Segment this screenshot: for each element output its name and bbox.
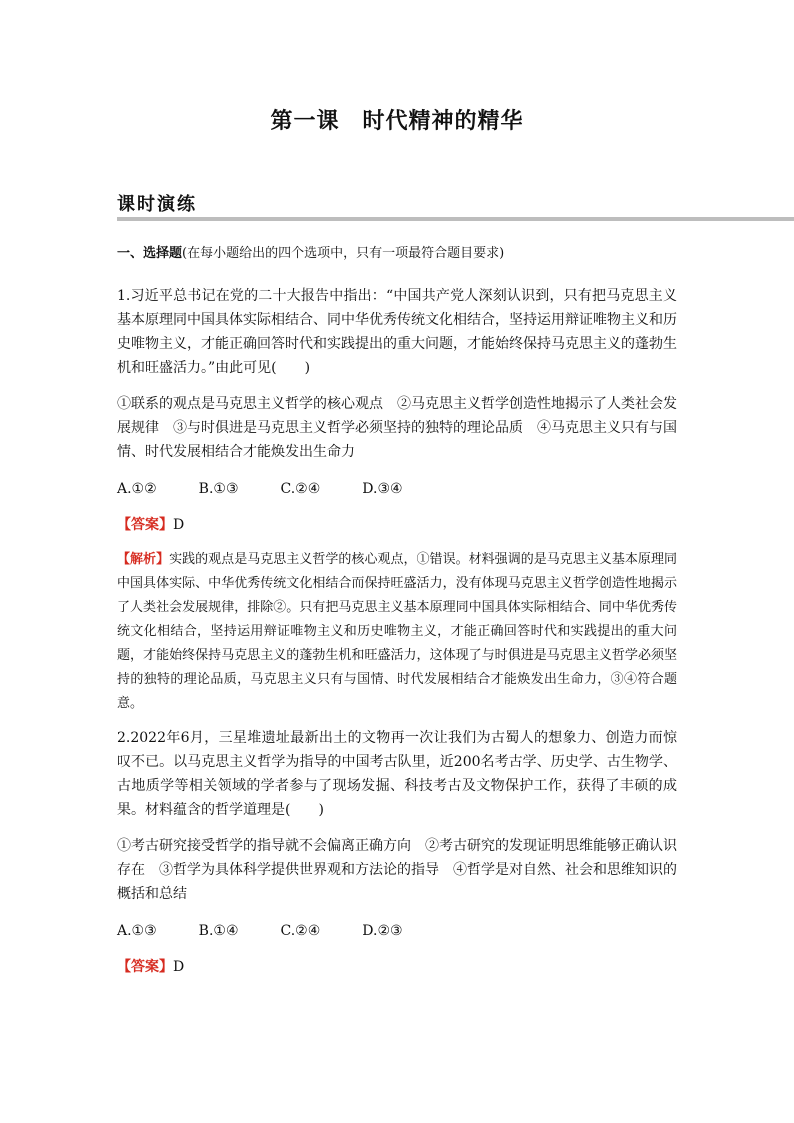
question-2-option-b[interactable]: B.①④	[198, 923, 239, 939]
section-divider	[117, 217, 794, 221]
question-1-option-c[interactable]: C.②④	[280, 481, 321, 497]
question-2-statements: ①考古研究接受哲学的指导就不会偏离正确方向 ②考古研究的发现证明思维能够正确认识存在 ③哲学为具体科学提供世界观和方法论的指导 ④哲学是对自然、社会和思维知识的概括和总结	[117, 838, 677, 902]
question-2-option-a[interactable]: A.①③	[117, 923, 157, 939]
answer-tag: 【答案】	[117, 517, 173, 533]
question-2-stem: 2.2022年6月，三星堆遗址最新出土的文物再一次让我们为古蜀人的想象力、创造力而惊叹不已。以马克思主义哲学为指导的中国考古队里，近200名考古学、历史学、古生物学、古地质学等相关领域的学者参与了现场发掘、科技考古及文物保护工作，获得了丰硕的成果。材料蕴含的哲学道理是( )	[117, 730, 677, 818]
question-1-option-d[interactable]: D.③④	[362, 481, 403, 497]
question-2-answer-value: D	[173, 959, 185, 975]
question-1-analysis	[117, 548, 677, 716]
analysis-tag: 【解析】	[117, 552, 170, 567]
question-2-answer	[117, 956, 677, 978]
exercise-content	[117, 244, 677, 990]
question-2-option-c[interactable]: C.②④	[280, 923, 321, 939]
question-1-option-a[interactable]: A.①②	[117, 481, 157, 497]
question-2-option-d[interactable]: D.②③	[362, 923, 403, 939]
question-1-options	[117, 478, 677, 500]
answer-tag: 【答案】	[117, 959, 173, 975]
part-title-note: (在每小题给出的四个选项中，只有一项最符合题目要求)	[182, 246, 505, 261]
question-1-stem: 1.习近平总书记在党的二十大报告中指出：“中国共产党人深刻认识到，只有把马克思主义基本原理同中国具体实际相结合、同中华优秀传统文化相结合，坚持运用辩证唯物主义和历史唯物主义，才能正确回答时代和实践提出的重大问题，才能始终保持马克思主义的蓬勃生机和旺盛活力。”由此可见( )	[117, 288, 677, 376]
question-1	[117, 284, 677, 716]
question-1-analysis-text: 实践的观点是马克思主义哲学的核心观点，①错误。材料强调的是马克思主义基本原理同中国具体实际、中华优秀传统文化相结合而保持旺盛活力，没有体现马克思主义哲学创造性地揭示了人类社会发展规律，排除②。只有把马克思主义基本原理同中国具体实际相结合、同中华优秀传统文化相结合，坚持运用辩证唯物主义和历史唯物主义，才能正确回答时代和实践提出的重大问题，才能始终保持马克思主义的蓬勃生机和旺盛活力，这体现了与时俱进是马克思主义哲学必须坚持的独特的理论品质，马克思主义只有与国情、时代发展相结合才能焕发出生命力，③④符合题意。	[117, 552, 677, 711]
question-2	[117, 726, 677, 978]
question-1-answer-value: D	[173, 517, 185, 533]
section-header: 课时演练	[117, 194, 197, 215]
question-1-answer	[117, 514, 677, 536]
page-title: 第一课 时代精神的精华	[270, 109, 524, 134]
part-title-label: 一、选择题	[117, 246, 183, 261]
question-1-statements: ①联系的观点是马克思主义哲学的核心观点 ②马克思主义哲学创造性地揭示了人类社会发展规律 ③与时俱进是马克思主义哲学必须坚持的独特的理论品质 ④马克思主义只有与国情、时代发展相结合才能焕发出生命力	[117, 396, 677, 460]
question-1-option-b[interactable]: B.①③	[198, 481, 239, 497]
question-2-options	[117, 920, 677, 942]
part-title	[117, 244, 677, 264]
